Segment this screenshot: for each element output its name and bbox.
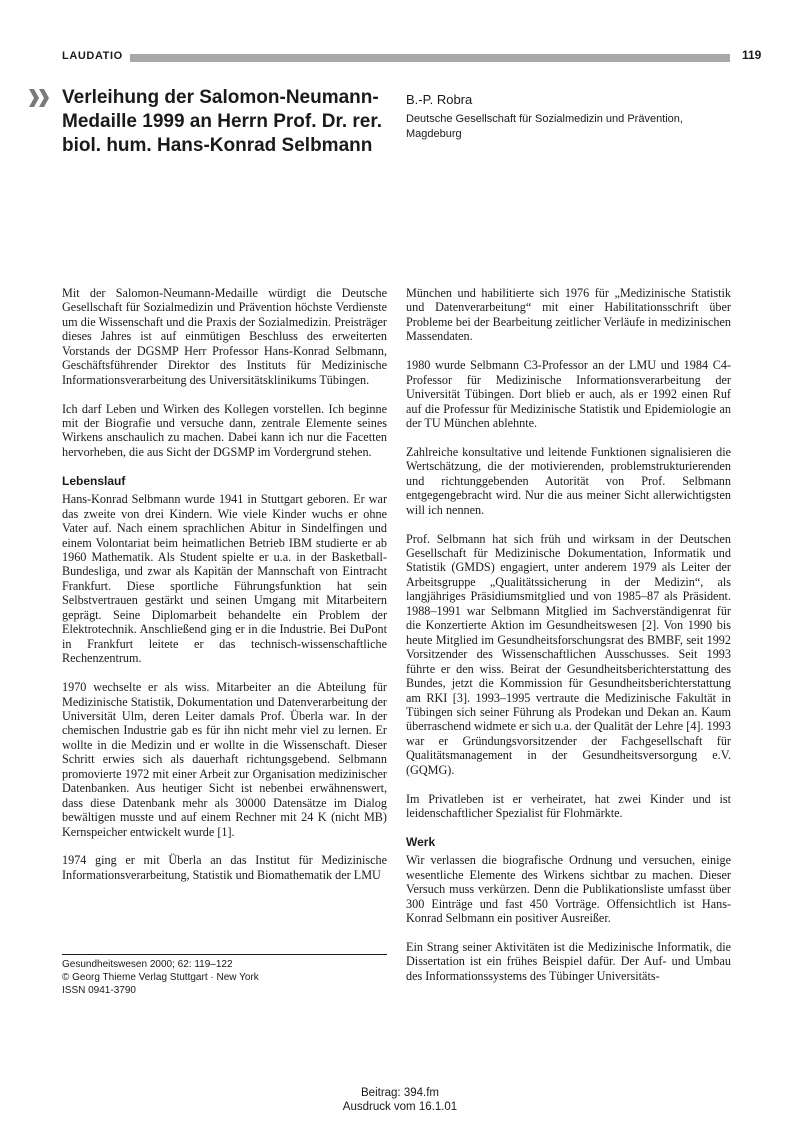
body-paragraph: Hans-Konrad Selbmann wurde 1941 in Stuttgart geboren. Er war das zweite von drei Kindern. Wie viele Kinder wuchs er ohne Vater auf. Nach einem sprachlichen Abitur in Sindelfingen und einem Volontariat beim heimatlichen Betrieb IBM studierte er ab 1960 Mathematik. Als Student spielte er u.a. in der Basketball-Bundesliga, und zwar als Kapitän der Mannschaft von Eintracht Frankfurt. Diese sportliche Führungsfunktion hat sein Selbstvertrauen gestärkt und seinen Umgang mit Mitarbeitern geprägt. Seine Diplomarbeit behandelte ein Problem der Elektrotechnik. Anschließend ging er in die Industrie. Bei DuPont in Frankfurt leitete er das technisch-wissenschaftliche Rechenzentrum. (62, 492, 387, 666)
body-paragraph: Prof. Selbmann hat sich früh und wirksam in der Deutschen Gesellschaft für Medizinische Dokumentation, Informatik und Statistik (GMDS) engagiert, unter anderem 1979 als Leiter der Arbeitsgruppe „Qualitätssicherung in der Medizin“, als langjähriges Präsidiumsmitglied und von 1985–87 als Präsident. 1988–1991 war Selbmann Mitglied im Sachverständigenrat für die Konzertierte Aktion im Gesundheitswesen [2]. Von 1990 bis heute Mitglied im Gesundheitsforschungsrat des BMBF, seit 1992 Vorsitzender des Wissenschaftlichen Ausschusses. Seit 1993 führte er den wiss. Beirat der Gesundheitsberichterstattung des Bundes, jetzt die Kommission für Gesundheitsberichterstattung am RKI [3]. 1993–1995 vertraute die Medizinische Fakultät in Tübingen sich seiner Führung als Prodekan und Dekan an. Kaum überraschend widmete er sich u.a. der Qualität der Lehre [4]. 1993 war er Gründungsvorsitzender der Fachgesellschaft für Qualitätsmanagement in der Gesundheitsversorgung e.V. (GQMG). (406, 531, 731, 777)
section-label: LAUDATIO (62, 50, 123, 62)
publisher-line: © Georg Thieme Verlag Stuttgart · New York (62, 972, 259, 983)
double-chevron-icon (28, 88, 52, 108)
section-heading-werk: Werk (406, 834, 436, 849)
body-paragraph: Mit der Salomon-Neumann-Medaille würdigt die Deutsche Gesellschaft für Sozialmedizin und Prävention höchste Verdienste um die Wissenschaft und die Praxis der Sozialmedizin. Preisträger dieses Jahres ist auf einmütigen Beschluss des erweiterten Vorstands der DGSMP Herr Professor Hans-Konrad Selbmann, Geschäftsführender Direktor des Instituts für Medizinische Informationsverarbeitung des Universitätsklinikums Tübingen. (62, 286, 387, 387)
body-paragraph: Im Privatleben ist er verheiratet, hat zwei Kinder und ist leidenschaftlicher Spezialist für Flohmärkte. (406, 791, 731, 821)
body-paragraph: München und habilitierte sich 1976 für „Medizinische Statistik und Datenverarbeitung“ mit einer Habilitationsschrift über Probleme bei der Bearbeitung zeitlicher Verläufe in medizinischen Massendaten. (406, 286, 731, 344)
page-number: 119 (742, 48, 762, 62)
citation-footnote (62, 958, 387, 997)
print-info (0, 1086, 800, 1114)
section-heading-lebenslauf: Lebenslauf (62, 473, 126, 488)
body-paragraph: 1970 wechselte er als wiss. Mitarbeiter an die Abteilung für Medizinische Statistik, Dokumentation und Datenverarbeitung der Universität Ulm, deren Leiter damals Prof. Überla war. In der chemischen Industrie gab es für ihn nicht mehr viel zu lernen. Er wollte in die Medizin und er wollte in die Wissenschaft. Dieser Schritt erwies sich als dauerhaft richtungsgebend. Selbmann promovierte 1972 mit einer Arbeit zur Organisation medizinischer Datenbanken. Aus heutiger Sicht ist nebenbei erwähnenswert, dass diese Datenbank mehr als 30000 Datensätze im Dialog bewältigen musste und auf einem Rechner mit 24 K (nicht MB) Kernspeicher entwickelt wurde [1]. (62, 680, 387, 839)
body-paragraph: Zahlreiche konsultative und leitende Funktionen signalisieren die Wertschätzung, die der motivierenden, problemstrukturierenden und richtunggebenden Autorität von Prof. Selbmann entgegengebracht wird. Nur die aus meiner Sicht allerwichtigsten will ich nennen. (406, 444, 731, 517)
beitrag-file: Beitrag: 394.fm (361, 1087, 439, 1099)
left-column (62, 286, 387, 897)
body-paragraph: 1974 ging er mit Überla an das Institut für Medizinische Informationsverarbeitung, Statistik und Biomathematik der LMU (62, 853, 387, 882)
right-column (406, 286, 731, 998)
issn-line: ISSN 0941-3790 (62, 985, 136, 996)
body-paragraph: Wir verlassen die biografische Ordnung und versuchen, einige wesentliche Elemente des Wirkens sichtbar zu machen. Dieser Versuch muss verkürzen. Denn die Publikationsliste umfasst über 300 Einträge und fast 450 Vorträge. Offensichtlich ist Hans-Konrad Selbmann ein positiver Ausreißer. (406, 853, 731, 926)
journal-citation: Gesundheitswesen 2000; 62: 119–122 (62, 959, 233, 970)
body-paragraph: Ich darf Leben und Wirken des Kollegen vorstellen. Ich beginne mit der Biografie und versuche dann, zentrale Elemente seines Wirkens anschaulich zu machen. Dabei kann ich nur die Facetten hervorheben, die aus Sicht der DGSMP im Vordergrund stehen. (62, 401, 387, 459)
header-rule (130, 54, 730, 62)
author-name: B.-P. Robra (406, 92, 473, 107)
article-title: Verleihung der Salomon-Neumann-Medaille 1999 an Herrn Prof. Dr. rer. biol. hum. Hans-Konrad Selbmann (62, 87, 382, 156)
body-paragraph: Ein Strang seiner Aktivitäten ist die Medizinische Informatik, die Dissertation ist ein frühes Beispiel dafür. Der Auf- und Umbau des Informationssystems des Tübinger Universitäts- (406, 940, 731, 983)
print-date: Ausdruck vom 16.1.01 (342, 1101, 458, 1113)
body-paragraph: 1980 wurde Selbmann C3-Professor an der LMU und 1984 C4-Professor für Medizinische Informationsverarbeitung der Universität Tübingen. Dort blieb er auch, als er 1992 einen Ruf auf die Professur für Medizinische Statistik und Epidemiologie an der TU München ablehnte. (406, 358, 731, 431)
footnote-divider (62, 954, 387, 955)
author-affiliation: Deutsche Gesellschaft für Sozialmedizin und Prävention, Magdeburg (406, 113, 683, 140)
